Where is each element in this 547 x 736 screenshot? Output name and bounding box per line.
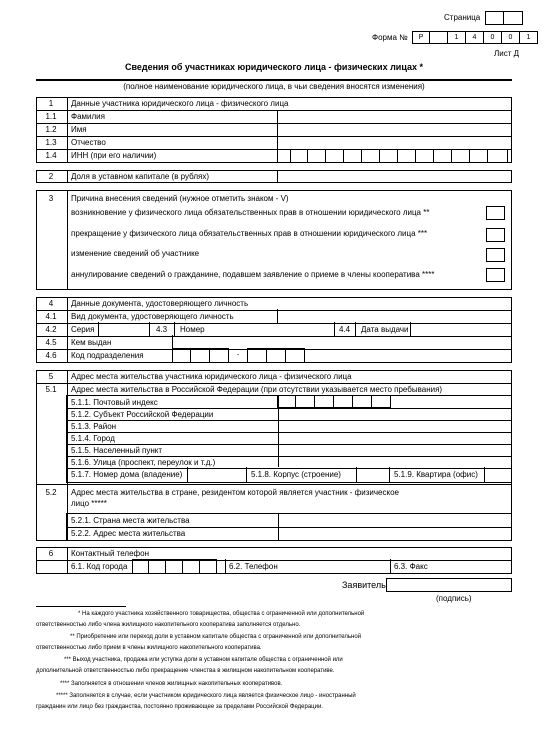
section-4-num: 4	[48, 299, 54, 308]
reason-option-3-label: изменение сведений об участнике	[71, 249, 200, 258]
footnote-5b: гражданин или лицо без гражданства, постоянно проживающее за пределами Российской Федерации.	[36, 704, 323, 710]
row-4-6-num: 4.6	[45, 351, 57, 360]
page-number-cells[interactable]	[485, 11, 523, 25]
foreign-address-label-1: Адрес места жительства в стране, резидентом которой является участник - физическое	[71, 488, 399, 497]
country-field[interactable]	[277, 513, 512, 527]
footnote-3a: *** Выход участника, продажа или уступка доли в уставном капитале общества с ограниченной или	[64, 657, 343, 663]
reason-option-1-checkbox[interactable]	[486, 206, 505, 220]
issued-by-label: Кем выдан	[71, 338, 112, 347]
reason-option-2-checkbox[interactable]	[486, 228, 505, 242]
last-name-field[interactable]	[277, 110, 512, 123]
company-name-line[interactable]	[36, 79, 512, 81]
footnote-4: **** Заполняется в отношении членов жилищных накопительных кооперативов.	[60, 681, 283, 687]
row-1-4-num: 1.4	[45, 151, 57, 160]
house-field[interactable]	[187, 467, 247, 483]
doc-type-label: Вид документа, удостоверяющего личность	[71, 312, 234, 321]
address-title: Адрес места жительства участника юридического лица - физического лица	[71, 372, 352, 381]
number-label: Номер	[180, 325, 205, 334]
locality-label: 5.1.5. Населенный пункт	[71, 446, 163, 455]
patronymic-field[interactable]	[277, 136, 512, 149]
building-field[interactable]	[356, 467, 390, 483]
section-3-num: 3	[48, 194, 54, 203]
form-number: Р 1 4 0 0 1	[412, 31, 538, 44]
footnote-1b: ответственностью либо члена жилищного накопительного кооператива заполняется отдельно.	[36, 622, 301, 628]
phone-title: Контактный телефон	[71, 549, 149, 558]
district-field[interactable]	[277, 419, 512, 431]
reason-option-3-checkbox[interactable]	[486, 248, 505, 262]
city-code-cells[interactable]	[132, 559, 217, 574]
divider	[355, 322, 356, 336]
share-label: Доля в уставном капитале (в рублях)	[71, 172, 210, 181]
foreign-address-field[interactable]	[277, 527, 512, 541]
apartment-label: 5.1.9. Квартира (офис)	[394, 470, 478, 479]
footnote-5a: ***** Заполняется в случае, если участником юридического лица является физическое лицо - иностранный	[56, 693, 356, 699]
fax-field[interactable]	[390, 559, 512, 574]
reason-option-2-label: прекращение у физического лица обязательственных прав в отношении юридического лица ***	[71, 229, 428, 238]
ru-address-label: Адрес места жительства в Российской Федерации (при отсутствии указывается место пребывания)	[71, 385, 443, 394]
row-5-1-num: 5.1	[45, 385, 57, 394]
footnote-1a: * На каждого участника хозяйственного товарищества, общества с ограниченной или дополнительной	[78, 611, 365, 617]
number-field[interactable]	[210, 322, 335, 336]
doc-type-field[interactable]	[277, 309, 512, 323]
first-name-field[interactable]	[277, 123, 512, 136]
reason-option-1-label: возникновение у физического лица обязательственных прав в отношении юридического лица **	[71, 208, 430, 217]
form-label: Форма №	[372, 33, 408, 42]
dept-code-cells[interactable]: -	[172, 348, 305, 363]
signature-field[interactable]	[386, 578, 512, 592]
city-label: 5.1.4. Город	[71, 434, 115, 443]
section-1-title: Данные участника юридического лица - физического лица	[71, 99, 289, 108]
id-doc-title: Данные документа, удостоверяющего личность	[71, 299, 249, 308]
section-6-num: 6	[48, 549, 54, 558]
row-4-3-num: 4.3	[156, 325, 168, 334]
footnote-2a: ** Приобретение или переход доли в уставном капитале общества с ограниченной или дополнительной	[70, 634, 362, 640]
city-code-label: 6.1. Код города	[71, 562, 128, 571]
page-label: Страница	[444, 13, 481, 22]
locality-field[interactable]	[277, 443, 512, 455]
row-4-2-num: 4.2	[45, 325, 57, 334]
series-label: Серия	[71, 325, 95, 334]
row-5-2-num: 5.2	[45, 488, 57, 497]
country-label: 5.2.1. Страна места жительства	[71, 516, 190, 525]
reason-title: Причина внесения сведений (нужное отметить знаком - V)	[71, 194, 289, 203]
sheet-label: Лист Д	[494, 49, 520, 58]
share-field[interactable]	[277, 170, 512, 183]
inn-cells[interactable]	[290, 149, 508, 163]
row-1-2-num: 1.2	[45, 125, 57, 134]
inn-label: ИНН (при его наличии)	[71, 151, 157, 160]
district-label: 5.1.3. Район	[71, 422, 117, 431]
city-field[interactable]	[277, 431, 512, 443]
street-label: 5.1.6. Улица (проспект, переулок и т.д.)	[71, 458, 216, 467]
footnote-divider	[36, 606, 126, 607]
series-field[interactable]	[98, 322, 150, 336]
dept-code-label: Код подразделения	[71, 351, 144, 360]
first-name-label: Имя	[71, 125, 87, 134]
reason-option-4-checkbox[interactable]	[486, 268, 505, 282]
row-4-4-num: 4.4	[339, 325, 351, 334]
region-field[interactable]	[277, 407, 512, 419]
building-label: 5.1.8. Корпус (строение)	[251, 470, 341, 479]
postal-code-label: 5.1.1. Почтовый индекс	[71, 398, 158, 407]
patronymic-label: Отчество	[71, 138, 106, 147]
street-field[interactable]	[277, 455, 512, 467]
company-name-caption: (полное наименование юридического лица, в чьи сведения вносятся изменения)	[123, 82, 425, 91]
applicant-label: Заявитель	[342, 580, 386, 590]
last-name-label: Фамилия	[71, 112, 105, 121]
row-1-3-num: 1.3	[45, 138, 57, 147]
row-4-1-num: 4.1	[45, 312, 57, 321]
house-label: 5.1.7. Номер дома (владение)	[71, 470, 183, 479]
section-5-num: 5	[48, 372, 54, 381]
issued-by-field[interactable]	[172, 335, 512, 349]
form-title: Сведения об участниках юридического лица - физических лицах *	[124, 62, 423, 72]
phone-label: 6.2. Телефон	[229, 562, 278, 571]
footnote-2b: ответственностью либо прием в члены жилищного накопительного кооператива.	[36, 645, 262, 651]
apartment-field[interactable]	[484, 467, 512, 483]
section-2-num: 2	[48, 172, 54, 181]
reason-option-4-label: аннулирование сведений о гражданине, подавшем заявление о приеме в члены кооператива ****	[71, 270, 435, 279]
phone-field[interactable]	[225, 559, 391, 574]
signature-caption: (подпись)	[436, 594, 472, 603]
row-4-5-num: 4.5	[45, 338, 57, 347]
divider	[174, 322, 175, 336]
region-label: 5.1.2. Субъект Российской Федерации	[71, 410, 214, 419]
foreign-address-field-label: 5.2.2. Адрес места жительства	[71, 529, 186, 538]
foreign-address-label-2: лицо *****	[71, 499, 107, 508]
issue-date-field[interactable]	[410, 322, 512, 336]
footnote-3b: дополнительной ответственностью либо прекращение членства в жилищном накопительном кооперативе.	[36, 668, 335, 674]
fax-label: 6.3. Факс	[394, 562, 428, 571]
row-1-1-num: 1.1	[45, 112, 57, 121]
section-1-num: 1	[48, 99, 54, 108]
issue-date-label: Дата выдачи	[361, 325, 409, 334]
